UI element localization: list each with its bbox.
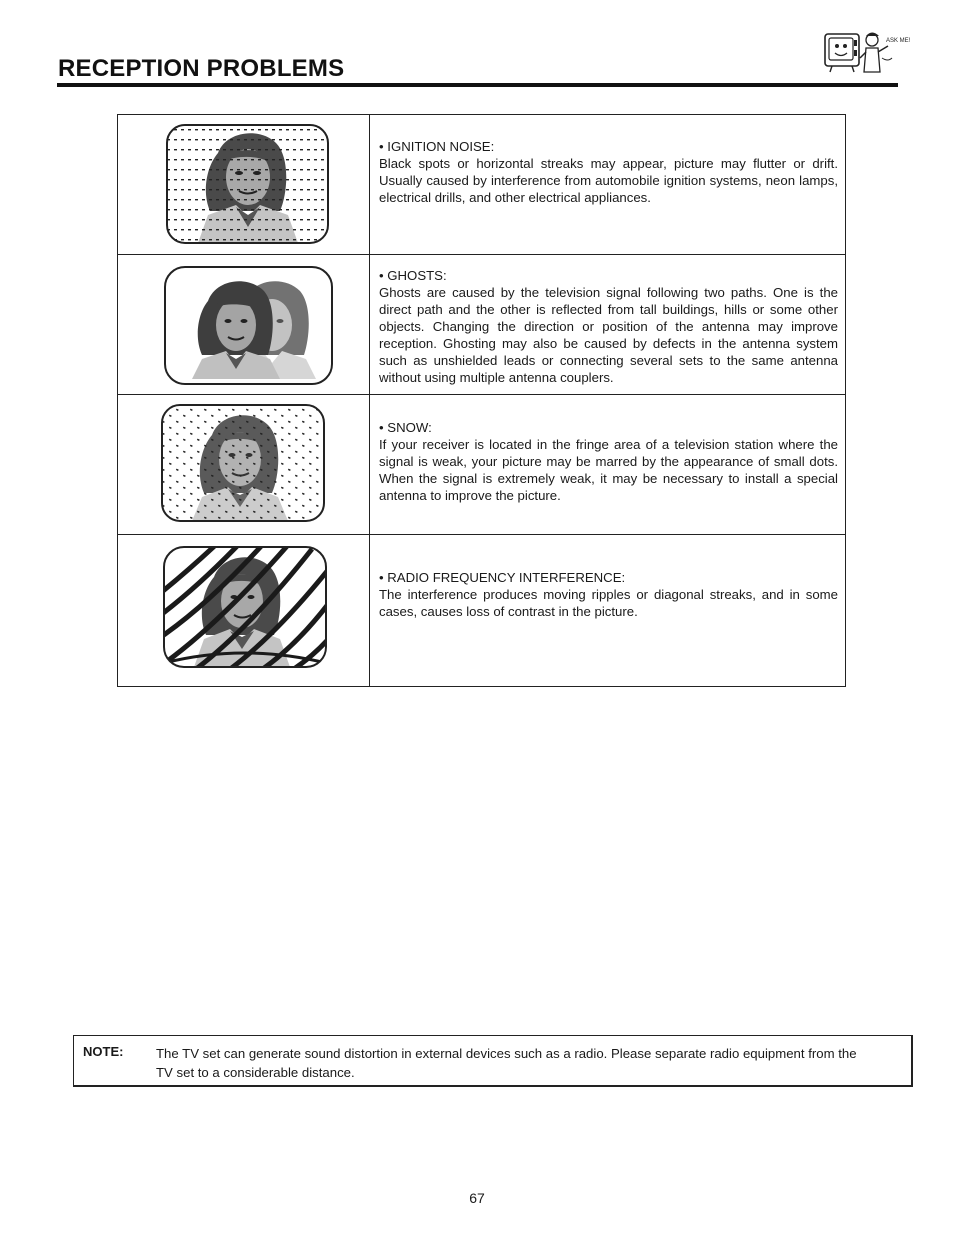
ask-me-tv-mascot-icon	[822, 28, 911, 82]
ask-me-bubble-text: ASK ME!	[886, 38, 911, 44]
problem-row-ghosts	[118, 255, 845, 395]
illustration-cell	[118, 535, 370, 686]
problem-description	[379, 419, 838, 504]
problem-row-radio-interference	[118, 535, 845, 686]
illustration-cell	[118, 255, 370, 394]
tv-ignition-noise-illustration	[118, 115, 370, 255]
problem-row-ignition-noise	[118, 115, 845, 255]
problem-body: Ghosts are caused by the television signal following two paths. One is the direct path and the other is reflected from tall buildings, hills or some other objects. Changing the direction or position of the antenna may improve reception. Ghosting may also be caused by defects in the antenna system such as unshielded leads or connecting several sets to the same antenna without using multiple antenna couplers.	[379, 285, 838, 385]
problem-body: If your receiver is located in the fringe area of a television station where the signal is weak, your picture may be marred by the appearance of small dots. When the signal is extremely weak, it may be necessary to install a special antenna to improve the picture.	[379, 437, 838, 503]
tv-ghosts-illustration	[118, 255, 370, 395]
note-label: NOTE:	[83, 1044, 124, 1059]
problem-description	[379, 569, 838, 620]
problem-heading: • GHOSTS:	[379, 268, 447, 283]
reception-problems-table	[117, 114, 846, 687]
problem-body: Black spots or horizontal streaks may appear, picture may flutter or drift. Usually caused by interference from automobile ignition systems, neon lamps, electrical drills, and other electrical appliances.	[379, 156, 838, 205]
tv-snow-illustration	[118, 395, 370, 535]
problem-row-snow	[118, 395, 845, 535]
note-text: The TV set can generate sound distortion in external devices such as a radio. Please separate radio equipment from the TV set to a considerable distance.	[156, 1046, 857, 1080]
note-box	[73, 1035, 913, 1087]
problem-heading: • SNOW:	[379, 420, 432, 435]
problem-heading: • IGNITION NOISE:	[379, 139, 495, 154]
page-title: RECEPTION PROBLEMS	[58, 55, 345, 82]
illustration-cell	[118, 115, 370, 254]
problem-heading: • RADIO FREQUENCY INTERFERENCE:	[379, 570, 626, 585]
problem-description	[379, 267, 838, 386]
problem-body: The interference produces moving ripples or diagonal streaks, and in some cases, causes loss of contrast in the picture.	[379, 587, 838, 619]
tv-radio-interference-illustration	[118, 535, 370, 686]
problem-description	[379, 138, 838, 206]
title-divider	[57, 83, 898, 87]
page-number: 67	[469, 1190, 485, 1206]
illustration-cell	[118, 395, 370, 534]
